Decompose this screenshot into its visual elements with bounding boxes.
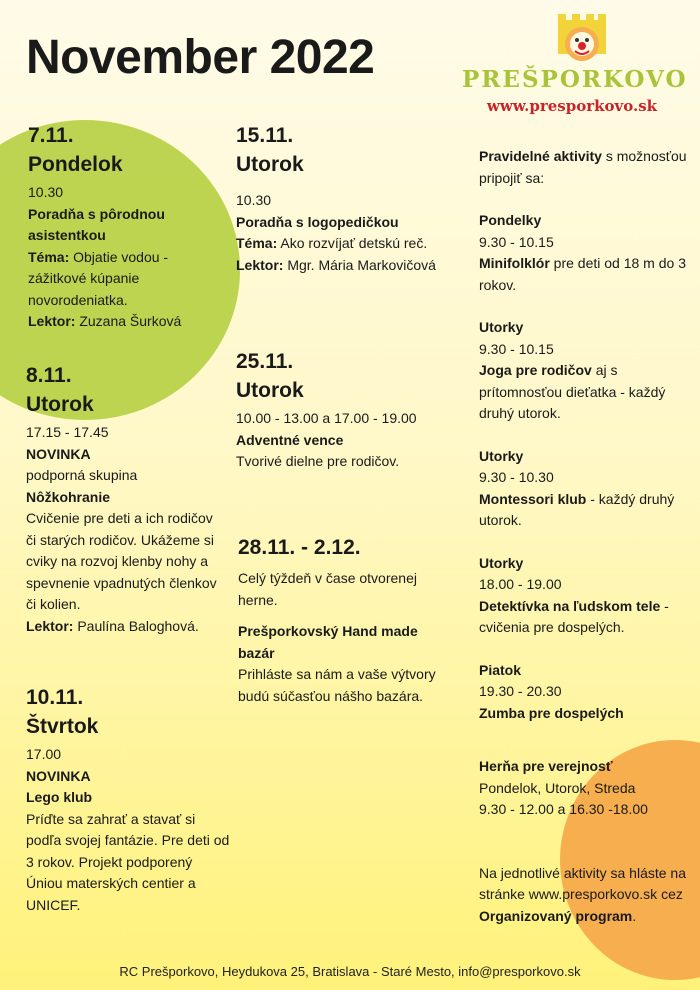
footer-contact: RC Prešporkovo, Heydukova 25, Bratislava - Staré Mesto, info@presporkovo.sk <box>119 964 581 979</box>
activity-day: Utorky <box>479 554 524 571</box>
topic-label: Téma: <box>28 248 70 265</box>
event-date: 28.11. - 2.12. <box>238 536 361 559</box>
event-description: Príďte sa zahrať a stavať si podľa svojej fantázie. Pre deti od 3 rokov. Projekt podporený Úniou materských centier a UNICEF. <box>26 810 230 913</box>
logo <box>462 10 688 120</box>
event-description: Tvorivé dielne pre rodičov. <box>236 453 400 469</box>
event-day: Utorok <box>236 379 304 402</box>
playroom-time: 9.30 - 12.00 a 16.30 -18.00 <box>479 801 648 817</box>
page-title: November 2022 <box>26 31 375 84</box>
activity-time: 18.00 - 19.00 <box>479 576 562 592</box>
event-lecturer <box>26 616 226 638</box>
signup-note-text: Na jednotlivé aktivity sa hláste na stránke www.presporkovo.sk cez <box>479 864 686 902</box>
activity-day: Piatok <box>479 661 522 678</box>
event-time: 17.15 - 17.45 <box>26 424 109 440</box>
topic-text: Objatie vodou - zážitkové kúpanie novorodeniatka. <box>28 248 169 308</box>
activity-time: 9.30 - 10.15 <box>479 340 554 357</box>
event-date: 8.11. <box>26 364 72 387</box>
event-8-11 <box>26 362 226 637</box>
lecturer-label: Lektor: <box>26 617 74 634</box>
event-description: Cvičenie pre deti a ich rodičov či starých rodičov. Ukážeme si cviky na rozvoj klenby nohy a spevnenie vpadnutých členkov či kolien. <box>26 510 217 612</box>
event-name: Adventné vence <box>236 431 344 448</box>
activity-rest: - každý druhý utorok. <box>479 490 675 528</box>
playroom-days: Pondelok, Utorok, Streda <box>479 779 636 796</box>
event-time: 10.30 <box>28 184 64 200</box>
lecturer-label: Lektor: <box>28 313 76 329</box>
activity-desc <box>479 489 691 532</box>
activity-time: 9.30 - 10.15 <box>479 233 554 250</box>
event-date: 15.11. <box>236 124 294 147</box>
event-date: 10.11. <box>26 686 84 709</box>
event-day: Pondelok <box>28 153 123 176</box>
event-lecturer <box>28 311 218 333</box>
event-day: Utorok <box>26 393 94 416</box>
event-15-11 <box>236 122 436 276</box>
regular-activities <box>479 146 691 927</box>
event-description-2: Prihláste sa nám a vaše výtvory budú súčasťou nášho bazára. <box>238 666 436 704</box>
event-name: Prešporkovský Hand made bazár <box>238 623 418 661</box>
event-topic <box>236 233 436 255</box>
event-name: Nôžkohranie <box>26 488 111 505</box>
new-badge: NOVINKA <box>26 767 91 784</box>
activity-desc <box>479 360 691 425</box>
lecturer-name: Zuzana Šurková <box>79 313 182 329</box>
event-time: 17.00 <box>26 746 62 762</box>
signup-note-link: Organizovaný program <box>479 907 633 924</box>
lecturer-name: Mgr. Mária Markovičová <box>287 256 436 273</box>
activity-time: 9.30 - 10.30 <box>479 469 554 485</box>
event-day: Utorok <box>236 153 304 176</box>
event-day: Štvrtok <box>26 715 99 738</box>
activity-day: Pondelky <box>479 212 542 228</box>
event-25-11 <box>236 348 446 473</box>
topic-label: Téma: <box>236 235 278 251</box>
lecturer-name: Paulína Baloghová. <box>77 617 199 634</box>
signup-note <box>479 863 691 928</box>
event-lecturer <box>236 255 436 277</box>
activity-day: Utorky <box>479 447 524 464</box>
event-7-11 <box>28 122 218 333</box>
activity-rest: - cvičenia pre dospelých. <box>479 597 669 635</box>
signup-note-end: . <box>632 907 637 924</box>
activity-name: Joga pre rodičov <box>479 362 592 378</box>
logo-wordmark: PREŠPORKOVO <box>462 66 688 93</box>
activity-name: Minifolklór <box>479 255 550 271</box>
activity-day: Utorky <box>479 319 524 335</box>
event-date: 7.11. <box>28 124 74 147</box>
clown-castle-icon <box>552 10 612 70</box>
playroom-title: Herňa pre verejnosť <box>479 758 613 774</box>
activity-desc <box>479 253 691 296</box>
event-topic <box>28 247 218 312</box>
activity-rest: aj s prítomnosťou dieťatka - každý druhý utorok. <box>479 362 666 421</box>
regular-intro-title: Pravidelné aktivity <box>479 148 602 164</box>
activity-name: Montessori klub <box>479 490 587 507</box>
activity-time: 19.30 - 20.30 <box>479 683 562 699</box>
regular-intro <box>479 146 691 189</box>
event-name: Poradňa s logopedičkou <box>236 213 399 230</box>
activity-desc <box>479 596 691 639</box>
regular-intro-rest: s možnosťou pripojiť sa: <box>479 148 687 186</box>
event-description: Celý týždeň v čase otvorenej herne. <box>238 570 417 608</box>
event-10-11 <box>26 684 231 916</box>
event-time: 10.00 - 13.00 a 17.00 - 19.00 <box>236 410 417 426</box>
new-badge: NOVINKA <box>26 445 91 462</box>
activity-name: Zumba pre dospelých <box>479 704 624 721</box>
activity-name: Detektívka na ľudskom tele <box>479 597 661 614</box>
event-time: 10.30 <box>236 192 272 208</box>
event-date: 25.11. <box>236 350 294 373</box>
logo-url: www.presporkovo.sk <box>486 97 658 115</box>
event-name: Poradňa s pôrodnou asistentkou <box>28 205 165 243</box>
event-subtitle: podporná skupina <box>26 467 138 483</box>
event-28-11-to-2-12 <box>238 534 448 707</box>
activity-rest: pre deti od 18 m do 3 rokov. <box>479 255 686 293</box>
topic-text: Ako rozvíjať detskú reč. <box>280 235 428 251</box>
event-name: Lego klub <box>26 789 93 805</box>
lecturer-label: Lektor: <box>236 256 284 273</box>
